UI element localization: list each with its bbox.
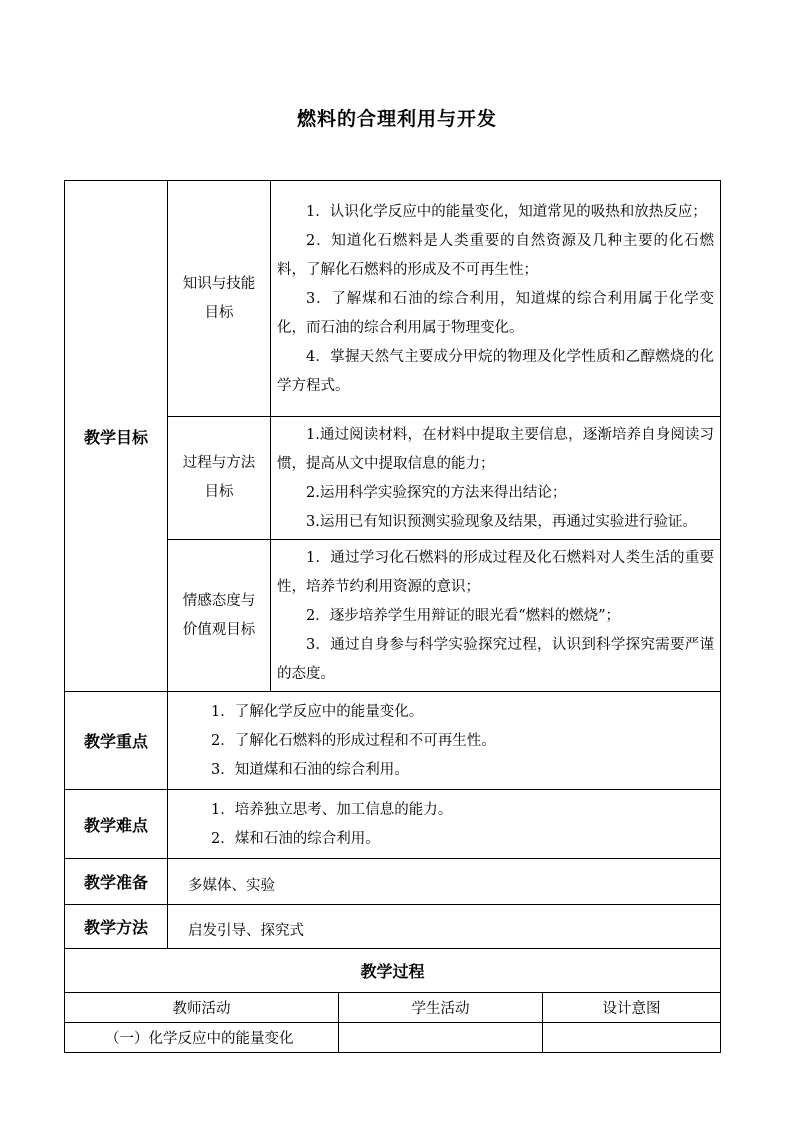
preparation-label: 教学准备: [65, 859, 168, 905]
objective-item: 4．掌握天然气主要成分甲烷的物理及化学性质和乙醇燃烧的化学方程式。: [277, 349, 715, 394]
objective-row-knowledge: [65, 181, 721, 417]
lesson-plan-table: [64, 180, 721, 1053]
objective-item: 3．通过自身参与科学实验探究过程，认识到科学探究需要严谨的态度。: [277, 637, 715, 682]
objective-name-line: 目标: [204, 304, 234, 321]
objective-item: 3.运用已有知识预测实验现象及结果，再通过实验进行验证。: [306, 514, 697, 530]
list-item: 1．培养独立思考、加工信息的能力。: [211, 802, 453, 818]
objective-name-line: 目标: [204, 484, 234, 500]
objective-items-process: [271, 417, 721, 540]
objective-name-line: 过程与方法: [182, 455, 256, 471]
list-item: 2．煤和石油的综合利用。: [211, 831, 380, 847]
key-points-row: [65, 692, 721, 790]
process-header-row: [65, 993, 721, 1023]
objective-item: 2．知道化石燃料是人类重要的自然资源及几种主要的化石燃料，了解化石燃料的形成及不可再生性；: [277, 233, 715, 278]
objective-name-line: 价值观目标: [182, 621, 256, 638]
objectives-label: 教学目标: [65, 181, 168, 692]
objective-item: 3．了解煤和石油的综合利用，知道煤的综合利用属于化学变化，而石油的综合利用属于物理变化。: [277, 291, 715, 336]
preparation-value: 多媒体、实验: [168, 859, 721, 905]
column-header-intent: 设计意图: [543, 993, 721, 1023]
difficulties-row: [65, 790, 721, 859]
difficulties-label: 教学难点: [65, 790, 168, 859]
objective-name-process: [168, 417, 271, 540]
design-intent-cell: [543, 1023, 721, 1053]
objective-items-knowledge: [271, 181, 721, 417]
objective-item: 1．通过学习化石燃料的形成过程及化石燃料对人类生活的重要性，培养节约利用资源的意识；: [277, 550, 715, 595]
objective-item: 2．逐步培养学生用辩证的眼光看“燃料的燃烧”；: [306, 608, 621, 624]
method-label: 教学方法: [65, 905, 168, 949]
list-item: 2．了解化石燃料的形成过程和不可再生性。: [211, 733, 496, 749]
objective-item: 1．认识化学反应中的能量变化，知道常见的吸热和放热反应；: [306, 204, 707, 220]
objective-item: 2.运用科学实验探究的方法来得出结论；: [306, 485, 567, 501]
list-item: 1．了解化学反应中的能量变化。: [211, 704, 424, 720]
process-label: 教学过程: [65, 949, 721, 993]
method-value: 启发引导、探究式: [168, 905, 721, 949]
column-header-student: 学生活动: [339, 993, 543, 1023]
student-activity-cell: [339, 1023, 543, 1053]
objective-item: 1.通过阅读材料，在材料中提取主要信息，逐渐培养自身阅读习惯，提高从文中提取信息的能力；: [277, 427, 715, 472]
objective-name-line: 情感态度与: [182, 592, 256, 609]
objective-name-line: 知识与技能: [182, 275, 256, 292]
process-row: [65, 949, 721, 993]
list-item: 3．知道煤和石油的综合利用。: [211, 762, 409, 778]
key-points-list: [168, 692, 721, 790]
objective-name-attitude: [168, 540, 271, 692]
difficulties-list: [168, 790, 721, 859]
column-header-teacher: 教师活动: [65, 993, 339, 1023]
objective-items-attitude: [271, 540, 721, 692]
preparation-row: [65, 859, 721, 905]
page-title: 燃料的合理利用与开发: [296, 108, 497, 130]
method-row: [65, 905, 721, 949]
objective-name-knowledge: [168, 181, 271, 417]
process-row-1: [65, 1023, 721, 1053]
teacher-activity-cell: （一）化学反应中的能量变化: [65, 1023, 339, 1053]
key-points-label: 教学重点: [65, 692, 168, 790]
